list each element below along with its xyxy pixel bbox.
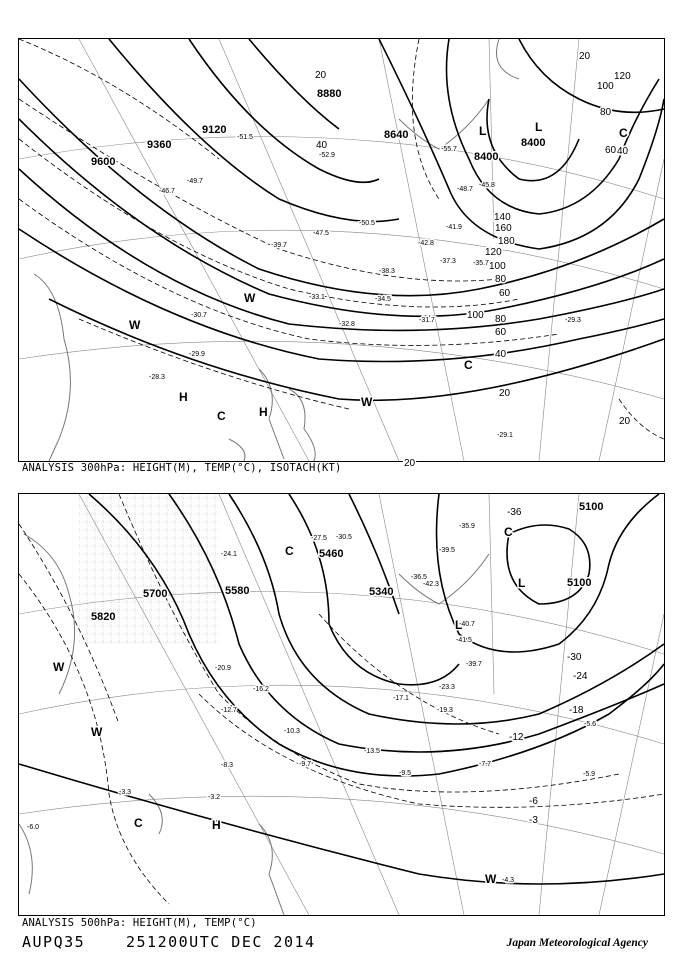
temperature-label: -39.7 (466, 661, 482, 668)
temperature-label: -41.9 (446, 224, 462, 231)
isotach-label: 20 (619, 416, 631, 427)
isotach-label: 60 (605, 145, 617, 156)
temperature-label: -5.9 (583, 771, 596, 778)
temperature-label: -40.7 (459, 621, 475, 628)
caption-300hpa: ANALYSIS 300hPa: HEIGHT(M), TEMP(°C), ISOTACH(KT) (22, 462, 342, 474)
temperature-label: -32.8 (339, 321, 355, 328)
isotherm-label: -30 (567, 652, 582, 663)
height-label: 5700 (143, 588, 168, 600)
isotach-label: 20 (579, 51, 591, 62)
temperature-label: -51.5 (237, 134, 253, 141)
height-label: 5100 (579, 501, 604, 513)
pressure-center: L (479, 124, 487, 138)
temperature-label: -7.7 (479, 761, 492, 768)
pressure-center: W (361, 395, 373, 409)
isotach-label: 160 (495, 223, 512, 234)
temperature-label: -23.3 (439, 684, 455, 691)
temperature-label: -13.5 (364, 748, 380, 755)
temperature-label: -8.3 (221, 762, 234, 769)
isotach-label: 60 (495, 327, 507, 338)
pressure-center: L (535, 120, 543, 134)
height-label: 8400 (521, 137, 546, 149)
temperature-label: -31.7 (419, 317, 435, 324)
height-label: 8880 (317, 88, 342, 100)
map-panel-500hpa (18, 493, 665, 916)
isotach-label: 140 (494, 212, 511, 223)
isotach-label: 100 (467, 310, 484, 321)
temperature-label: -42.8 (418, 240, 434, 247)
chart-code: AUPQ35 (22, 933, 86, 951)
agency-name: Japan Meteorological Agency (506, 937, 648, 949)
temperature-label: -4.3 (502, 877, 515, 884)
height-label: 8640 (384, 129, 409, 141)
pressure-center: L (518, 576, 526, 590)
height-label: 5580 (225, 585, 250, 597)
temperature-label: -36.5 (411, 574, 427, 581)
pressure-center: L (455, 618, 463, 632)
temperature-label: -30.7 (191, 312, 207, 319)
pressure-center: W (53, 660, 65, 674)
isotach-label: 180 (498, 236, 515, 247)
valid-time: 251200UTC DEC 2014 (126, 933, 316, 951)
pressure-center: C (504, 525, 513, 539)
temperature-label: -3.3 (119, 789, 132, 796)
temperature-label: -27.5 (311, 535, 327, 542)
pressure-center: C (464, 358, 473, 372)
isotach-label: 20 (315, 70, 327, 81)
isotach-label: 120 (485, 247, 502, 258)
pressure-center: H (259, 405, 268, 419)
isotach-label: 20 (499, 388, 511, 399)
isotherm-label: -18 (569, 705, 584, 716)
pressure-center: C (217, 409, 226, 423)
isotherm-label: -3 (529, 815, 538, 826)
isotach-label: 40 (617, 146, 629, 157)
isotach-label: 100 (489, 261, 506, 272)
temperature-label: -10.3 (284, 728, 300, 735)
temperature-label: -3.2 (208, 794, 221, 801)
pressure-center: C (619, 126, 628, 140)
temperature-label: -9.5 (399, 770, 412, 777)
pressure-center: H (212, 818, 221, 832)
temperature-label: -42.3 (423, 581, 439, 588)
pressure-center: W (91, 725, 103, 739)
isotach-label: 40 (316, 140, 328, 151)
isotherm-label: -6 (529, 796, 538, 807)
isotach-label: 120 (614, 71, 631, 82)
pressure-center: W (129, 318, 141, 332)
isotach-label: 20 (404, 458, 416, 469)
temperature-label: -9.7 (299, 761, 312, 768)
isotach-label: 60 (499, 288, 511, 299)
map-500hpa (19, 494, 664, 915)
temperature-label: -6.0 (27, 824, 40, 831)
temperature-label: -49.7 (187, 178, 203, 185)
isotach-label: 80 (495, 274, 507, 285)
temperature-label: -16.2 (253, 686, 269, 693)
temperature-label: -46.7 (159, 188, 175, 195)
temperature-label: -37.3 (440, 258, 456, 265)
temperature-label: -17.1 (393, 695, 409, 702)
temperature-label: -20.9 (215, 665, 231, 672)
temperature-label: -5.6 (584, 721, 597, 728)
height-label: 9120 (202, 124, 227, 136)
height-label: 5460 (319, 548, 344, 560)
graticule (19, 39, 664, 461)
temperature-label: -52.9 (319, 152, 335, 159)
pressure-center: W (244, 291, 256, 305)
isotherm-label: -12 (509, 732, 524, 743)
height-label: 8400 (474, 151, 499, 163)
temperature-label: -48.7 (457, 186, 473, 193)
isotach-lines (19, 39, 664, 439)
temperature-label: -35.7 (473, 260, 489, 267)
temperature-label: -38.3 (379, 268, 395, 275)
caption-500hpa: ANALYSIS 500hPa: HEIGHT(M), TEMP(°C) (22, 917, 257, 929)
temperature-label: -29.9 (189, 351, 205, 358)
pressure-center: H (179, 390, 188, 404)
isotherm-label: -36 (507, 507, 522, 518)
isotach-label: 80 (600, 107, 612, 118)
temperature-label: -50.5 (359, 220, 375, 227)
coastline (34, 39, 519, 461)
temperature-label: -34.5 (375, 296, 391, 303)
temperature-label: -45.8 (479, 182, 495, 189)
pressure-center: W (485, 872, 497, 886)
height-label: 5340 (369, 586, 394, 598)
pressure-center: C (285, 544, 294, 558)
pressure-center: C (134, 816, 143, 830)
temperature-label: -39.5 (439, 547, 455, 554)
isotach-label: 100 (597, 81, 614, 92)
isotach-label: 40 (495, 349, 507, 360)
height-label: 9360 (147, 139, 172, 151)
temperature-label: -39.7 (271, 242, 287, 249)
isotherm-label: -24 (573, 671, 588, 682)
temperature-label: -29.1 (497, 432, 513, 439)
temperature-label: -30.5 (336, 534, 352, 541)
temperature-label: -47.5 (313, 230, 329, 237)
height-label: 5100 (567, 577, 592, 589)
temperature-label: -19.3 (437, 707, 453, 714)
height-contours (19, 39, 664, 400)
temperature-label: -12.7 (221, 707, 237, 714)
height-label: 5820 (91, 611, 116, 623)
temperature-label: -24.1 (221, 551, 237, 558)
temperature-label: -28.3 (149, 374, 165, 381)
temperature-label: -55.7 (441, 146, 457, 153)
temperature-label: -35.9 (459, 523, 475, 530)
labels-300 (91, 51, 631, 469)
temperature-label: -41.5 (456, 637, 472, 644)
height-label: 9600 (91, 156, 116, 168)
temperature-label: -29.3 (565, 317, 581, 324)
temperature-label: -33.1 (309, 294, 325, 301)
isotach-label: 80 (495, 314, 507, 325)
